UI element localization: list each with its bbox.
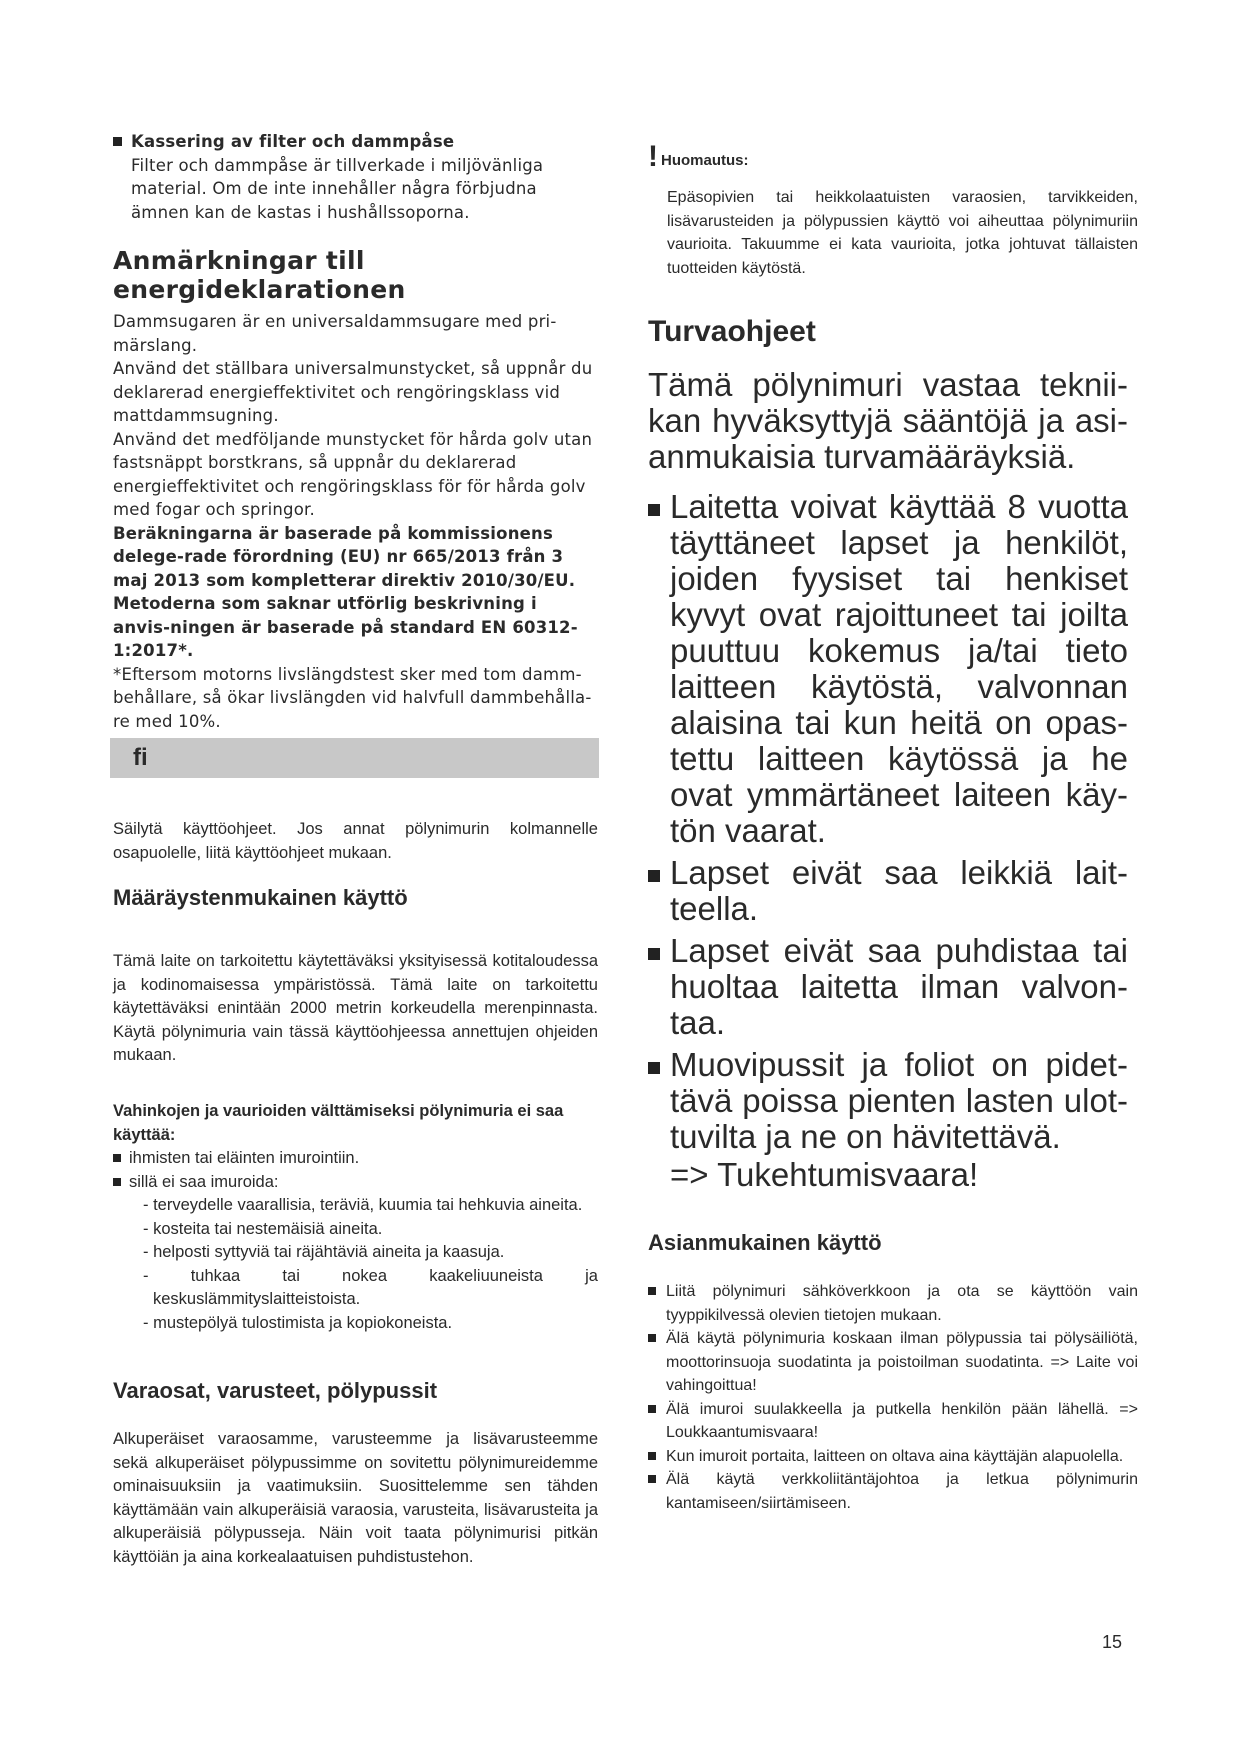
- fi-notice-heading-row: [648, 142, 1138, 172]
- sv-energy-p1: Dammsugaren är en universaldammsugare med pri-märslang.: [113, 312, 557, 355]
- fi-damage-section: [113, 1100, 598, 1335]
- fi-safety-bullet-text: Lapset eivät saa leikkiä lait-teella.: [670, 854, 1128, 927]
- fi-safety-bullet: [648, 489, 1128, 849]
- fi-notice: [648, 142, 1138, 280]
- fi-safety-intro: Tämä pölynimuri vastaa teknii-kan hyväksyttyjä sääntöjä ja asi-anmukaisia turvamääräyksiä.: [648, 366, 1128, 475]
- fi-proper-use-bullet: [648, 1327, 1138, 1398]
- fi-spares-text: Alkuperäiset varaosamme, varusteemme ja lisävarusteemme sekä alkuperäiset pölypussimme on sovitettu pölynimureidemme ominaisuuksiin ja vaatimuksiin. Suosittelemme sen tähden käyttämään vain alkuperäisiä varaosia, varusteita, lisävarusteita ja alkuperäisiä pölypusseja. Näin voit taata pölynimurisi pitkän käyttöiän ja aina korkealaatuisen puhdistustehon.: [113, 1430, 598, 1566]
- language-label: fi: [133, 744, 148, 771]
- fi-proper-use-heading: Asianmukainen käyttö: [648, 1230, 882, 1255]
- fi-proper-use-bullet-text: Kun imuroit portaita, laitteen on oltava aina käyttäjän alapuolella.: [666, 1447, 1124, 1465]
- fi-intro: Säilytä käyttöohjeet. Jos annat pölynimurin kolmannelle osapuolelle, liitä käyttöohjeet mukaan.: [113, 820, 598, 862]
- bullet-square-icon: [648, 1475, 656, 1483]
- sv-energy-bold1: Beräkningarna är baserade på kommissionens delege-rade förordning (EU) nr 665/2013 från 3 maj 2013 som kompletterar direktiv 2010/30/EU.: [113, 523, 576, 590]
- sv-disposal-heading: Kassering av filter och dammpåse: [131, 132, 455, 151]
- bullet-square-icon: [648, 1287, 656, 1295]
- fi-proper-use-bullet-text: Liitä pölynimuri sähköverkkoon ja ota se käyttöön vain tyyppikilvessä olevien tietojen mukaan.: [666, 1283, 1138, 1324]
- sv-energy-heading: Anmärkningar till energideklarationen: [113, 246, 406, 304]
- fi-intended-use-text: Tämä laite on tarkoitettu käytettäväksi yksityisessä kotitaloudessa ja kodinomaisessa ympäristössä. Tämä laite on tarkoitettu käytettäväksi enintään 2000 metrin korkeudella merenpinnasta. Käytä pölynimuria vain tässä käyttöohjeessa annettujen ohjeiden mukaan.: [113, 952, 598, 1064]
- fi-proper-use-bullet: [648, 1398, 1138, 1445]
- language-section-bar: [110, 738, 599, 778]
- sv-disposal-text: Filter och dammpåse är tillverkade i miljövänliga material. Om de inte innehåller några förbjudna ämnen kan de kastas i hushållssoporna.: [131, 155, 544, 222]
- bullet-square-icon: [648, 1062, 660, 1074]
- fi-safety-bullet: [648, 1047, 1128, 1155]
- sv-energy-note: *Eftersom motorns livslängdstest sker med tom damm-behållare, så ökar livslängden vid halvfull dammbehålla-re med 10%.: [113, 664, 592, 731]
- dash-item: - helposti syttyviä tai räjähtäviä aineita ja kaasuja.: [143, 1243, 505, 1261]
- fi-intended-use-heading: Määräystenmukainen käyttö: [113, 885, 408, 910]
- fi-damage-heading: Vahinkojen ja vaurioiden välttämiseksi pölynimuria ei saa käyttää:: [113, 1102, 564, 1144]
- page-number: 15: [1102, 1632, 1123, 1652]
- fi-proper-use-list: [648, 1280, 1138, 1515]
- bullet-square-icon: [648, 1452, 656, 1460]
- sv-energy-bold2: Metoderna som saknar utförlig beskrivning i anvis-ningen är baserade på standard EN 60312-1:2017*.: [113, 594, 578, 660]
- left-column: [113, 130, 598, 733]
- fi-proper-use-bullet-text: Älä käytä pölynimuria koskaan ilman pölypussia tai pölysäiliötä, moottorinsuoja suodatinta ja poistoilman suodatinta. => Laite voi vahingoittua!: [666, 1330, 1138, 1394]
- bullet-square-icon: [648, 1334, 656, 1342]
- fi-damage-bullet: [113, 1147, 598, 1171]
- fi-damage-bullet-text: sillä ei saa imuroida:: [129, 1172, 279, 1191]
- bullet-square-icon: [113, 137, 122, 146]
- fi-safety-bullet-text: Lapset eivät saa puhdistaa tai huoltaa laitetta ilman valvon-taa.: [670, 932, 1128, 1041]
- fi-proper-use-bullet: [648, 1468, 1138, 1515]
- fi-notice-text: Epäsopivien tai heikkolaatuisten varaosien, tarvikkeiden, lisävarusteiden ja pölypussien käyttö voi aiheuttaa pölynimuriin vaurioita. Takuumme ei kata vaurioita, jotka johtuvat tällaisten tuotteiden käytöstä.: [667, 189, 1138, 277]
- fi-proper-use-bullet: [648, 1445, 1138, 1469]
- bullet-square-icon: [113, 1178, 121, 1186]
- dash-item: - terveydelle vaarallisia, teräviä, kuumia tai hehkuvia aineita.: [143, 1196, 583, 1214]
- fi-safety-bullet-text: Laitetta voivat käyttää 8 vuotta täyttäneet lapset ja henkilöt, joiden fyysiset tai henkiset kyvyt ovat rajoittuneet tai joilta puuttuu kokemus ja/tai tieto laitteen käytöstä, valvonnan alaisina tai kun heitä on opas-tettu laitteen käytössä ja he ovat ymmärtäneet laiteen käy-tön vaarat.: [670, 488, 1128, 849]
- bullet-square-icon: [648, 948, 660, 960]
- sv-disposal-heading-row: [113, 130, 598, 154]
- fi-notice-heading: Huomautus:: [661, 151, 749, 169]
- fi-safety-bullet-text: Muovipussit ja foliot on pidet-tävä poissa pienten lasten ulot-tuvilta ja ne on hävitettävä.: [670, 1046, 1128, 1155]
- bullet-square-icon: [648, 1405, 656, 1413]
- fi-safety-warning: => Tukehtumisvaara!: [670, 1156, 979, 1193]
- sv-energy-p3: Använd det medföljande munstycket för hårda golv utan fastsnäppt borstkrans, så uppnår du deklarerad energieffektivitet och rengöringsklass för för hårda golv med fogar och springor.: [113, 429, 593, 519]
- exclamation-icon: !: [648, 140, 658, 173]
- fi-safety-bullet: [648, 855, 1128, 927]
- fi-proper-use-bullet: [648, 1280, 1138, 1327]
- fi-safety-section: [648, 367, 1128, 1193]
- bullet-square-icon: [648, 504, 660, 516]
- bullet-square-icon: [648, 870, 660, 882]
- fi-safety-bullet: [648, 933, 1128, 1041]
- fi-damage-bullet: [113, 1171, 598, 1195]
- bullet-square-icon: [113, 1154, 121, 1162]
- fi-damage-bullet-text: ihmisten tai eläinten imurointiin.: [129, 1149, 360, 1167]
- fi-spares-heading: Varaosat, varusteet, pölypussit: [113, 1378, 438, 1403]
- fi-damage-dash-list: [113, 1194, 598, 1335]
- fi-proper-use-bullet-text: Älä käytä verkkoliitäntäjohtoa ja letkua pölynimurin kantamiseen/siirtämiseen.: [666, 1471, 1138, 1512]
- dash-item: - kosteita tai nestemäisiä aineita.: [143, 1219, 383, 1238]
- dash-item: - mustepölyä tulostimista ja kopiokoneista.: [143, 1313, 453, 1332]
- dash-item: - tuhkaa tai nokea kaakeliuuneista ja keskuslämmityslaitteistoista.: [143, 1266, 598, 1308]
- fi-proper-use-bullet-text: Älä imuroi suulakkeella ja putkella henkilön pään lähellä. => Loukkaantumisvaara!: [666, 1400, 1138, 1441]
- fi-safety-heading: Turvaohjeet: [648, 315, 816, 348]
- sv-energy-p2: Använd det ställbara universalmunstycket, så uppnår du deklarerad energieffektivitet och rengöringsklass vid mattdammsugning.: [113, 359, 593, 425]
